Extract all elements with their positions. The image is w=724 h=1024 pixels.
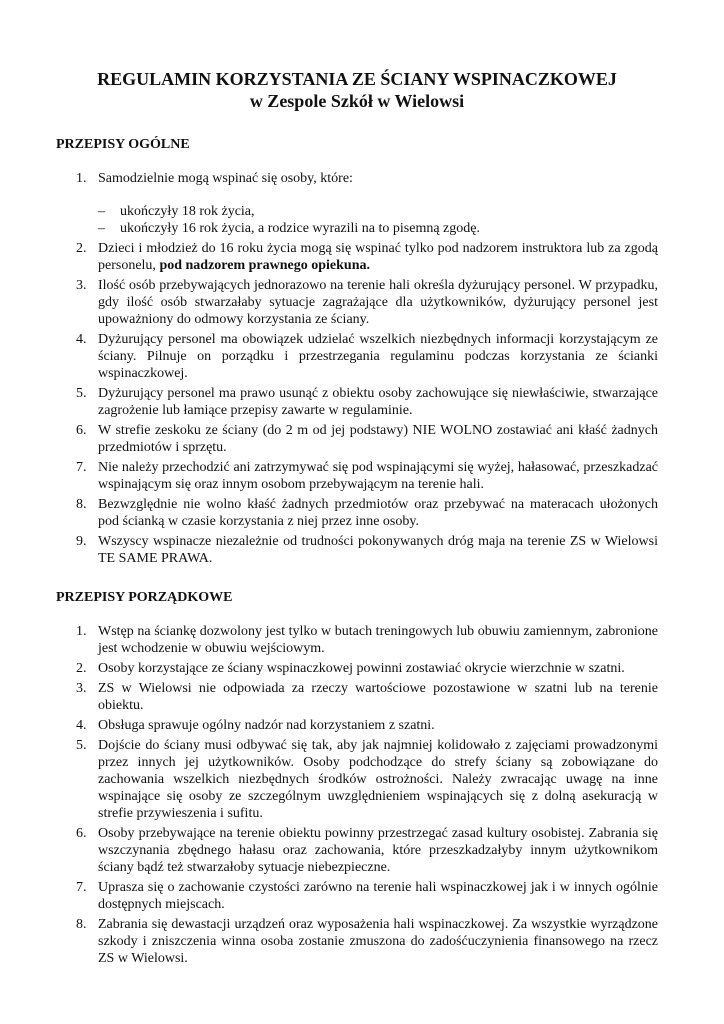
title-line-1: REGULAMIN KORZYSTANIA ZE ŚCIANY WSPINACZKOWEJ [97, 69, 617, 89]
age-condition-text: ukończyły 16 rok życia, a rodzice wyrazili na to pisemną zgodę. [120, 221, 480, 236]
age-condition-text: ukończyły 18 rok życia, [120, 204, 255, 219]
rule-text: W strefie zeskoku ze ściany (do 2 m od jej podstawy) NIE WOLNO zostawiać ani kłaść żadnych przedmiotów i sprzętu. [98, 423, 658, 455]
general-rule-5 [56, 385, 658, 419]
order-rule-1 [56, 623, 658, 657]
rule-text: ZS w Wielowsi nie odpowiada za rzeczy wartościowe pozostawione w szatni lub na terenie obiektu. [98, 681, 658, 713]
general-rule-7 [56, 459, 658, 493]
rule-text: Zabrania się dewastacji urządzeń oraz wyposażenia hali wspinaczkowej. Za wszystkie wyrządzone szkody i zniszczenia winna osoba zostanie zmuszona do zadośćuczynienia finansowego na rzecz ZS w Wielowsi. [98, 917, 658, 966]
rule-text: Wszyscy wspinacze niezależnie od trudności pokonywanych dróg maja na terenie ZS w Wielowsi TE SAME PRAWA. [98, 534, 658, 566]
rule-text: Dzieci i młodzież do 16 roku życia mogą się wspinać tylko pod nadzorem instruktora lub za zgodą personelu, [98, 241, 658, 273]
rule-number: 8. [76, 917, 87, 932]
rule-number: 5. [76, 386, 87, 401]
general-rules-list [56, 170, 658, 567]
rule-text: Obsługa sprawuje ogólny nadzór nad korzystaniem z szatni. [98, 718, 435, 733]
order-rule-4 [56, 717, 658, 734]
rule-number: 6. [76, 826, 87, 841]
order-rules-list [56, 623, 658, 967]
general-rule-9 [56, 533, 658, 567]
rule-text: Samodzielnie mogą wspinać się osoby, które: [98, 171, 353, 186]
rule-text: Wstęp na ściankę dozwolony jest tylko w butach treningowych lub obuwiu zamiennym, zabronione jest wchodzenie w obuwiu wejściowym. [98, 624, 658, 656]
age-conditions-list [98, 203, 658, 237]
document-title [56, 68, 658, 112]
rule-text: Uprasza się o zachowanie czystości zarówno na terenie hali wspinaczkowej jak i w innych ogólnie dostępnych miejscach. [98, 880, 658, 912]
rule-number: 1. [76, 171, 87, 186]
rule-number: 4. [76, 332, 87, 347]
order-rule-2 [56, 660, 658, 677]
rule-number: 8. [76, 497, 87, 512]
order-rule-8 [56, 916, 658, 967]
rule-text: Dyżurujący personel ma obowiązek udzielać wszelkich niezbędnych informacji korzystającym ze ściany. Pilnuje on porządku i przestrzegania regulaminu podczas korzystania ze ścianki wspinaczkowej. [98, 332, 658, 381]
dash-bullet: – [98, 221, 105, 236]
rule-text: Dyżurujący personel ma prawo usunąć z obiektu osoby zachowujące się niewłaściwie, stwarzające zagrożenie lub łamiące przepisy zawarte w regulaminie. [98, 386, 658, 418]
rule-text: Bezwzględnie nie wolno kłaść żadnych przedmiotów oraz przebywać na materacach ułożonych pod ścianką w czasie korzystania z niej przez inne osoby. [98, 497, 658, 529]
general-rule-3 [56, 277, 658, 328]
rule-number: 3. [76, 278, 87, 293]
dash-bullet: – [98, 204, 105, 219]
rule-text: Dojście do ściany musi odbywać się tak, aby jak najmniej kolidowało z zajęciami prowadzonymi przez innych jej użytkowników. Osoby podchodzące do strefy ściany są zobowiązane do zachowania wszelkich niezbędnych środków ostrożności. Należy zwracając uwagę na inne wspinające się osoby ze szczególnym uwzględnieniem wspinających się z dolną asekuracją w strefie przywieszenia i sufitu. [98, 738, 658, 821]
age-condition-1 [98, 203, 658, 220]
general-rule-1 [56, 170, 658, 237]
rule-text-bold: pod nadzorem prawnego opiekuna. [159, 258, 370, 273]
rule-text: Nie należy przechodzić ani zatrzymywać się pod wspinającymi się wyżej, hałasować, przeszkadzać wspinającym się oraz innym osobom przebywającym na terenie hali. [98, 460, 658, 492]
rule-number: 2. [76, 661, 87, 676]
general-rule-2 [56, 240, 658, 274]
rule-number: 5. [76, 738, 87, 753]
order-rule-6 [56, 825, 658, 876]
rule-number: 4. [76, 718, 87, 733]
order-rule-5 [56, 737, 658, 822]
general-rule-4 [56, 331, 658, 382]
order-rule-3 [56, 680, 658, 714]
rule-number: 7. [76, 460, 87, 475]
rule-number: 2. [76, 241, 87, 256]
rule-text: Osoby przebywające na terenie obiektu powinny przestrzegać zasad kultury osobistej. Zabrania się wszczynania zbędnego hałasu oraz zachowania, które przeszkadzałyby innym użytkownikom ściany bądź też stwarzałoby sytuacje niebezpieczne. [98, 826, 658, 875]
general-rule-8 [56, 496, 658, 530]
rule-number: 1. [76, 624, 87, 639]
rule-number: 6. [76, 423, 87, 438]
rule-number: 7. [76, 880, 87, 895]
age-condition-2 [98, 220, 658, 237]
title-line-2: w Zespole Szkół w Wielowsi [249, 91, 465, 111]
section-general-title: PRZEPISY OGÓLNE [56, 137, 190, 152]
general-rule-6 [56, 422, 658, 456]
rule-text: Osoby korzystające ze ściany wspinaczkowej powinni zostawiać okrycie wierzchnie w szatni. [98, 661, 625, 676]
order-rule-7 [56, 879, 658, 913]
rule-text: Ilość osób przebywających jednorazowo na terenie hali określa dyżurujący personel. W przypadku, gdy ilość osób stwarzałaby sytuacje zagrażające dla użytkowników, dyżurujący personel jest upoważniony do odmowy korzystania ze ściany. [98, 278, 658, 327]
rule-number: 9. [76, 534, 87, 549]
rule-number: 3. [76, 681, 87, 696]
section-order-title: PRZEPISY PORZĄDKOWE [56, 590, 233, 605]
